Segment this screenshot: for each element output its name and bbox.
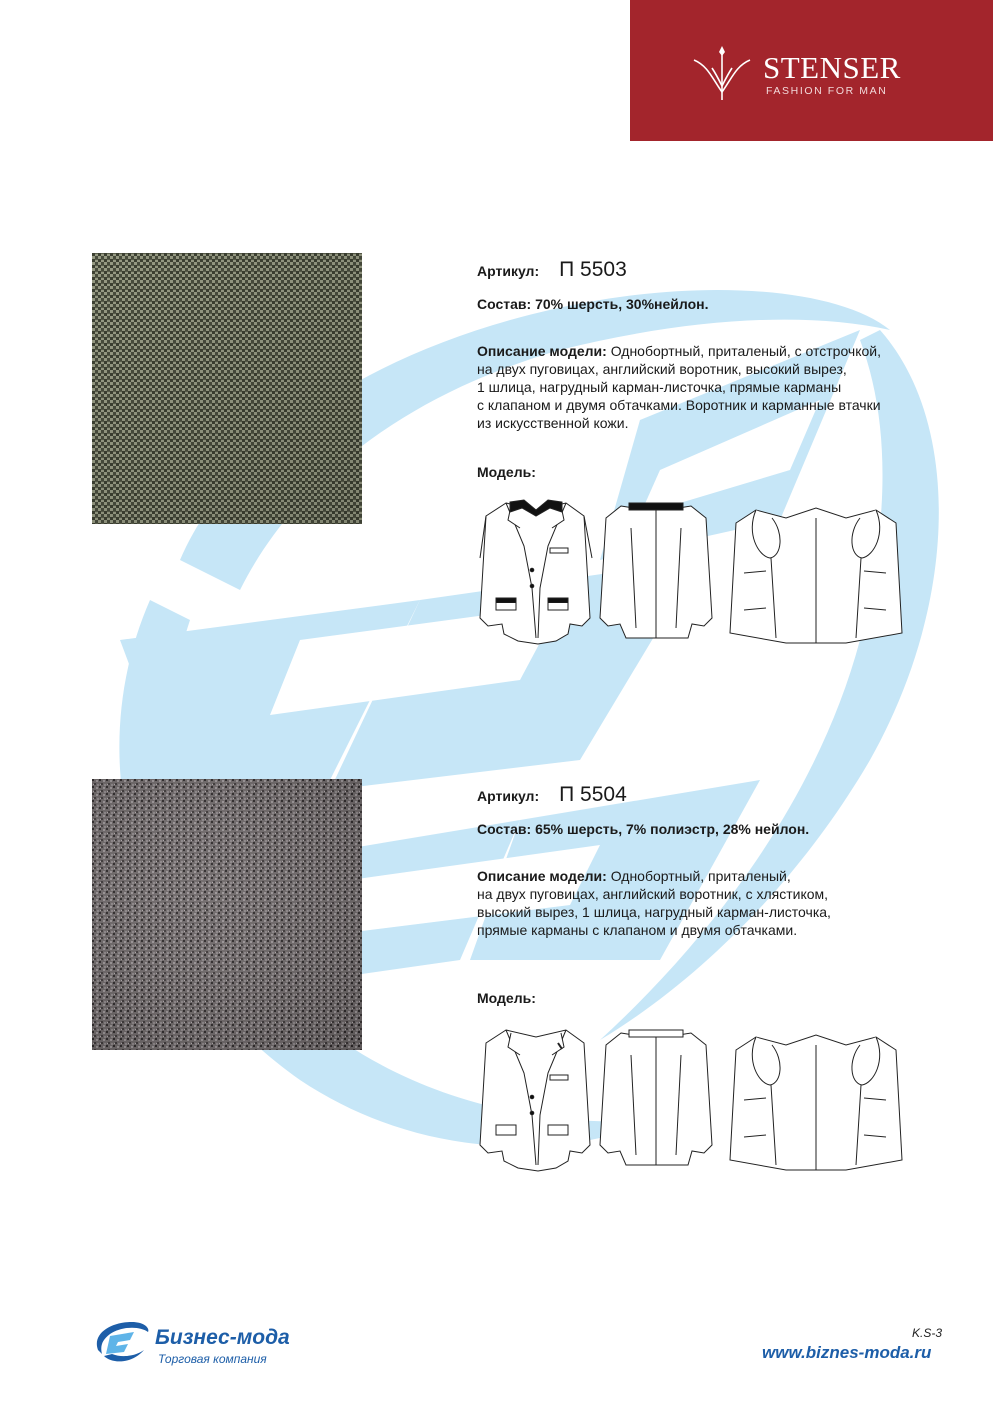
- jacket-back-sketch-icon: [600, 503, 712, 638]
- product-info-5503: [477, 258, 977, 432]
- page-code: K.S-3: [912, 1326, 943, 1340]
- footer-company-subtitle: Торговая компания: [158, 1352, 267, 1366]
- article-label: Артикул:: [477, 788, 540, 804]
- model-label: Модель:: [477, 990, 536, 1006]
- article-code: П 5504: [559, 783, 627, 806]
- model-description: [477, 867, 977, 939]
- jacket-sketches-5503: [466, 498, 926, 648]
- description-label: Описание модели:: [477, 343, 607, 359]
- product-info-5504: [477, 783, 977, 939]
- biznes-moda-logo-icon: [92, 1320, 152, 1364]
- composition: Состав: 65% шерсть, 7% полиэстр, 28% нейлон.: [477, 821, 810, 837]
- composition: Состав: 70% шерсть, 30%нейлон.: [477, 296, 709, 312]
- article-code: П 5503: [559, 258, 627, 281]
- brand-name: STENSER: [763, 50, 901, 85]
- tweed-fabric-swatch-icon: [92, 779, 362, 1050]
- houndstooth-fabric-swatch-icon: [92, 253, 362, 524]
- brand-header: [630, 0, 993, 141]
- description-label: Описание модели:: [477, 868, 607, 884]
- jacket-front-sketch-icon: [480, 503, 592, 644]
- stenser-bow-logo-icon: [690, 42, 754, 102]
- jacket-front-sketch-icon: [480, 1030, 590, 1171]
- description-text: Однобортный, приталеный, на двух пуговицах, английский воротник, с хлястиком, высокий вырез, 1 шлица, нагрудный карман-листочка, прямые карманы с клапаном и двумя обтачками.: [477, 868, 831, 938]
- brand-tagline: FASHION FOR MAN: [766, 85, 888, 97]
- description-text: Однобортный, приталеный, с отстрочкой, на двух пуговицах, английский воротник, высокий вырез, 1 шлица, нагрудный карман-листочка, прямые карманы с клапаном и двумя обтачками. Воротник и карманные втачки из искусственной кожи.: [477, 343, 882, 431]
- jacket-lining-sketch-icon: [730, 508, 902, 643]
- jacket-lining-sketch-icon: [730, 1035, 902, 1170]
- article-row: [477, 258, 977, 282]
- model-label: Модель:: [477, 464, 536, 480]
- article-label: Артикул:: [477, 263, 540, 279]
- footer-company-name: Бизнес-мода: [155, 1326, 290, 1349]
- jacket-sketches-5504: [466, 1025, 926, 1175]
- jacket-back-sketch-icon: [600, 1030, 712, 1165]
- fabric-swatch-5503: [92, 253, 362, 524]
- article-row: [477, 783, 977, 807]
- fabric-swatch-5504: [92, 779, 362, 1050]
- model-description: [477, 342, 977, 432]
- website-link[interactable]: www.biznes-moda.ru: [762, 1343, 932, 1362]
